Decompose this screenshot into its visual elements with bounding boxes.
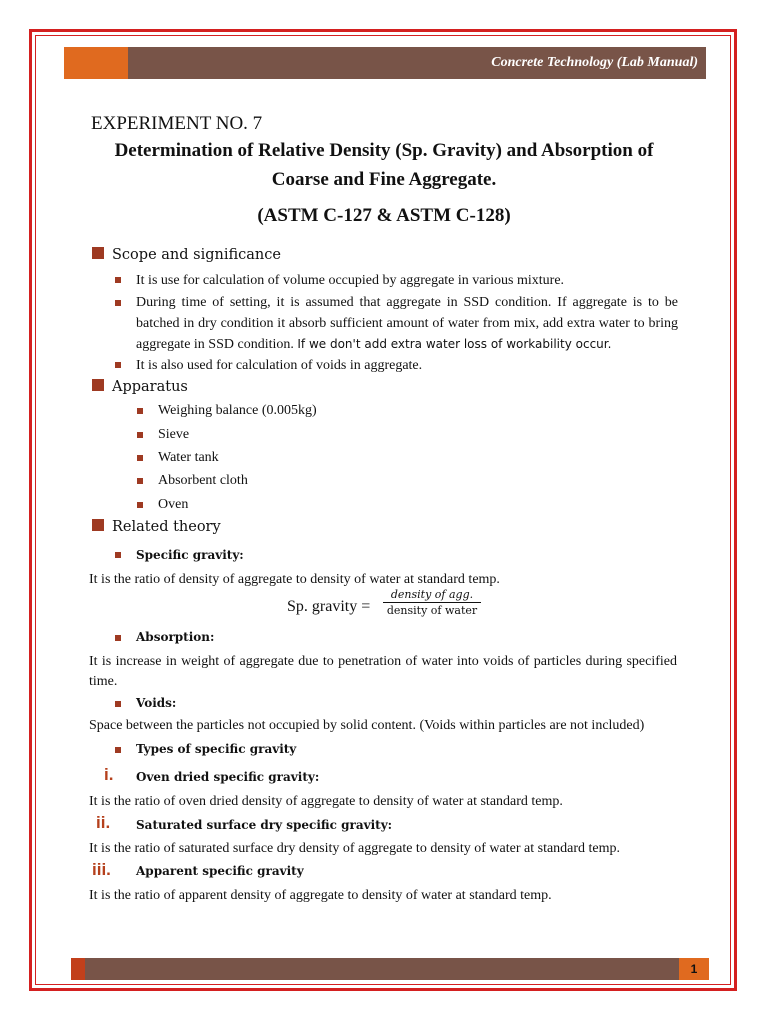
scope-item: It is also used for calculation of voids in aggregate.	[136, 358, 423, 373]
header-accent-block	[64, 47, 128, 79]
square-bullet-icon	[137, 498, 143, 516]
apparatus-item: Oven	[158, 497, 189, 512]
fraction-line	[383, 602, 481, 603]
absorption-text: It is increase in weight of aggregate due to penetration of water into voids of particles during specified time.	[89, 654, 677, 689]
square-bullet-icon	[92, 519, 104, 531]
apparatus-heading-text: Apparatus	[112, 379, 188, 395]
header-title: Concrete Technology (Lab Manual)	[491, 55, 698, 70]
voids-text: Space between the particles not occupied by solid content. (Voids within particles are not included)	[89, 718, 645, 733]
apparatus-item: Weighing balance (0.005kg)	[158, 403, 317, 418]
square-bullet-icon	[115, 697, 121, 715]
square-bullet-icon	[115, 358, 121, 376]
square-bullet-icon	[137, 428, 143, 446]
type-label: Apparent specific gravity	[136, 864, 304, 878]
voids-label: Voids:	[136, 696, 177, 710]
page-number: 1	[679, 958, 709, 980]
square-bullet-icon	[137, 474, 143, 492]
scope-heading	[92, 247, 281, 263]
scope-item-text: During time of setting, it is assumed that aggregate in SSD condition. If aggregate is to be batched in dry condition it absorb sufficient amount of water from mix, add extra water to bring aggregate in SSD condition.	[136, 295, 678, 352]
formula-fraction	[383, 588, 481, 617]
experiment-title: Determination of Relative Density (Sp. Gravity) and Absorption of Coarse and Fine Aggregate.	[114, 140, 654, 190]
scope-item-tail: If we don't add extra water loss of workability occur.	[297, 337, 612, 351]
apparatus-item: Sieve	[158, 427, 190, 442]
formula-denominator: density of water	[386, 604, 478, 617]
apparatus-item: Absorbent cloth	[158, 473, 248, 488]
type-text: It is the ratio of saturated surface dry density of aggregate to density of water at standard temp.	[89, 841, 621, 856]
experiment-standard: (ASTM C-127 & ASTM C-128)	[257, 205, 511, 226]
specific-gravity-label: Specific gravity:	[136, 548, 244, 562]
types-label: Types of specific gravity	[136, 742, 297, 756]
footer-accent-block	[71, 958, 85, 980]
scope-heading-text: Scope and significance	[112, 247, 281, 263]
scope-item: It is use for calculation of volume occupied by aggregate in various mixture.	[136, 273, 565, 288]
type-label: Oven dried specific gravity:	[136, 770, 320, 784]
square-bullet-icon	[115, 631, 121, 649]
scope-item	[136, 292, 678, 355]
type-label: Saturated surface dry specific gravity:	[136, 818, 393, 832]
type-text: It is the ratio of oven dried density of aggregate to density of water at standard temp.	[89, 794, 563, 809]
apparatus-item: Water tank	[158, 450, 219, 465]
theory-heading-text: Related theory	[112, 519, 221, 535]
roman-numeral: ii.	[96, 813, 111, 832]
theory-heading	[92, 519, 221, 535]
square-bullet-icon	[137, 404, 143, 422]
square-bullet-icon	[92, 379, 104, 391]
roman-numeral: iii.	[92, 860, 111, 879]
experiment-number: EXPERIMENT NO. 7	[91, 113, 263, 134]
type-text: It is the ratio of apparent density of aggregate to density of water at standard temp.	[89, 888, 552, 903]
roman-numeral: i.	[104, 765, 114, 784]
specific-gravity-text: It is the ratio of density of aggregate to density of water at standard temp.	[89, 572, 500, 587]
square-bullet-icon	[115, 548, 121, 566]
header-bar	[64, 47, 706, 79]
square-bullet-icon	[115, 743, 121, 761]
formula-label: Sp. gravity =	[287, 598, 371, 615]
square-bullet-icon	[115, 273, 121, 291]
footer-bar	[71, 958, 709, 980]
absorption-label: Absorption:	[136, 630, 215, 644]
apparatus-heading	[92, 379, 188, 395]
square-bullet-icon	[137, 451, 143, 469]
square-bullet-icon	[92, 247, 104, 259]
square-bullet-icon	[115, 296, 121, 314]
formula-numerator: density of agg.	[390, 588, 474, 601]
